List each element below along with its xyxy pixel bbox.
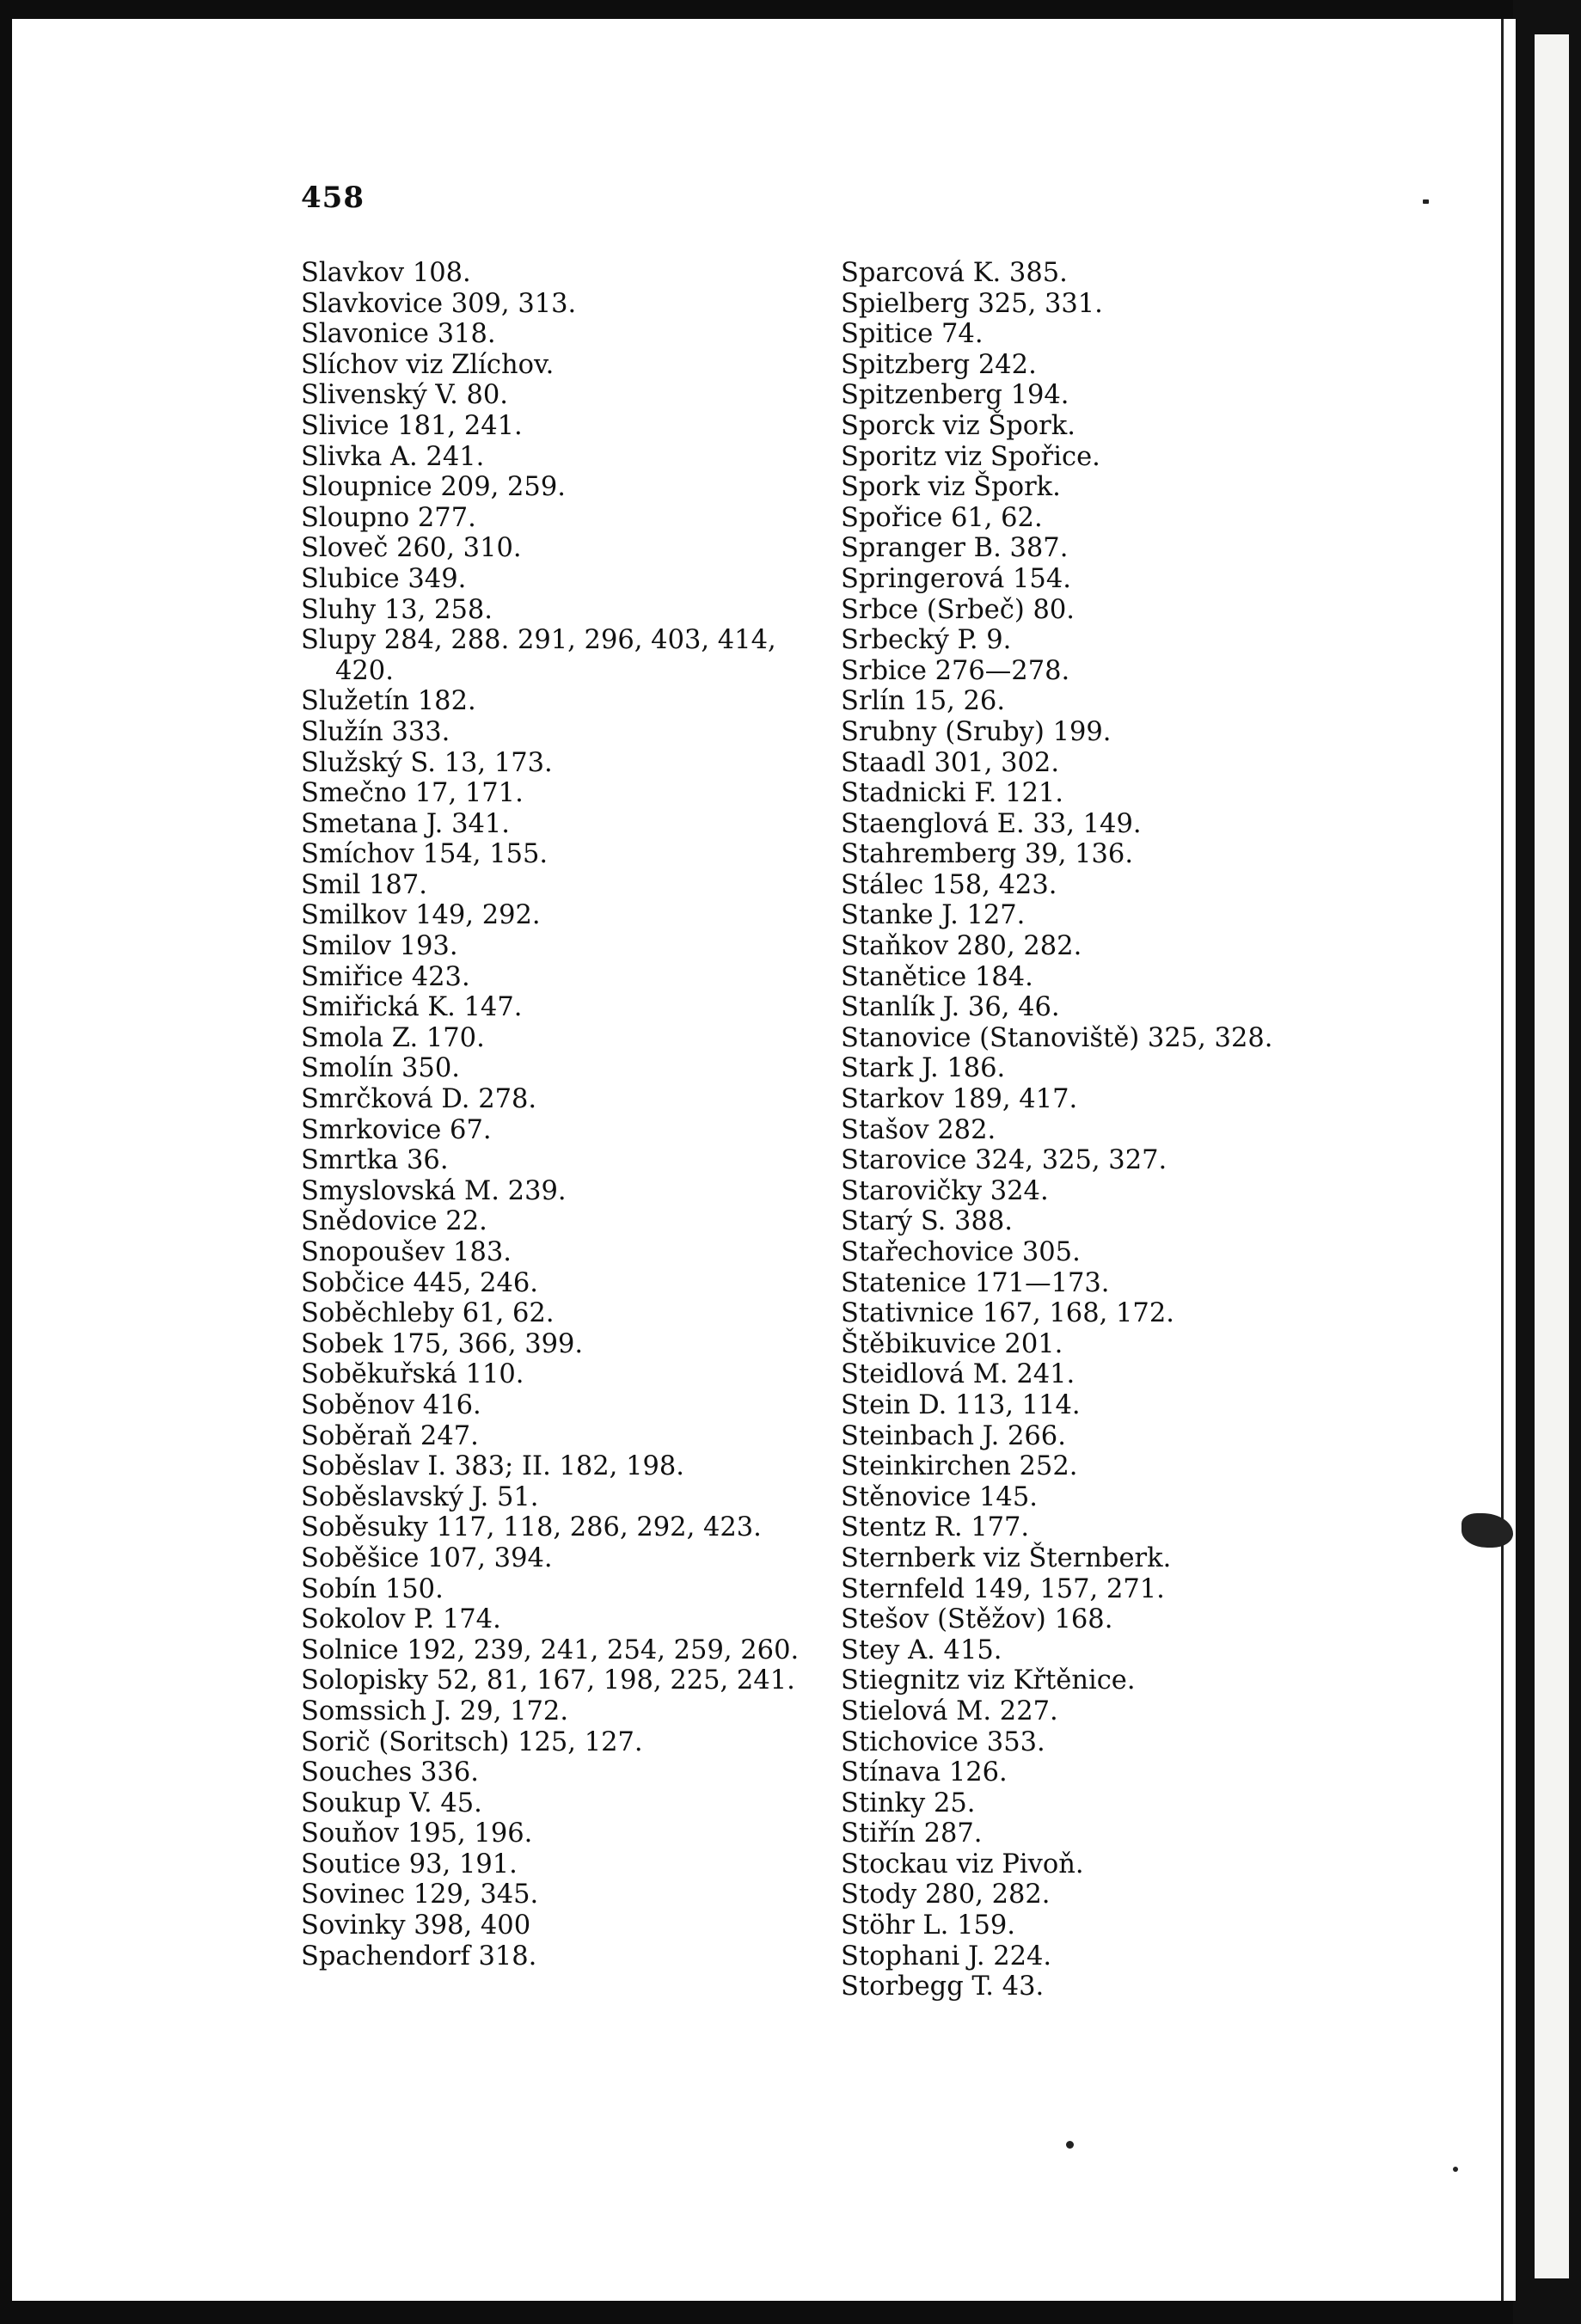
index-entry: Stěnovice 145. [841,1481,1038,1512]
scan-border-left [0,0,12,2324]
index-entry: Sobín 150. [301,1573,444,1604]
scan-border-bottom [0,2301,1581,2324]
index-entry: Spielberg 325, 331. [841,288,1103,319]
index-entry: Stein D. 113, 114. [841,1389,1081,1420]
index-entry: Sporck viz Špork. [841,410,1075,441]
ink-speck [1453,2167,1458,2172]
ink-speck [1423,199,1429,204]
index-entry: Storbegg T. 43. [841,1971,1045,2002]
index-entry: Slivice 181, 241. [301,410,523,441]
index-entry: Stanovice (Stanoviště) 325, 328. [841,1022,1273,1053]
index-entry: Služetín 182. [301,686,476,717]
adjacent-page-edge [1535,34,1569,2278]
page-number: 458 [301,181,365,215]
index-entry: Sovinky 398, 400 [301,1910,531,1941]
index-entry: Soutice 93, 191. [301,1849,518,1879]
index-entry: Smečno 17, 171. [301,778,524,809]
index-entry: Souches 336. [301,1757,479,1788]
index-entry: Solopisky 52, 81, 167, 198, 225, 241. [301,1665,795,1696]
index-entry: Stophani J. 224. [841,1941,1052,1971]
index-entry: Souňov 195, 196. [301,1818,533,1849]
index-column-left [301,258,817,1971]
index-entry: Smilkov 149, 292. [301,900,541,931]
index-entry: Sobĕkuřská 110. [301,1359,524,1390]
index-entry: Smola Z. 170. [301,1022,485,1053]
index-entry: Srbice 276—278. [841,655,1070,686]
index-entry: Soběnov 416. [301,1389,481,1420]
index-entry: Smiřice 423. [301,961,470,992]
index-entry: Sporitz viz Spořice. [841,441,1100,472]
index-entry: Smrkovice 67. [301,1114,492,1145]
index-entry: Smrčková D. 278. [301,1084,537,1115]
index-entry: Spitice 74. [841,319,984,350]
index-entry: Slivka A. 241. [301,441,485,472]
index-entry: Spork viz Špork. [841,472,1061,503]
index-entry: Soukup V. 45. [301,1787,482,1818]
index-entry: Spořice 61, 62. [841,502,1043,533]
index-entry: Smrtka 36. [301,1145,449,1176]
index-entry: Steinbach J. 266. [841,1420,1066,1451]
index-entry: Stiřín 287. [841,1818,983,1849]
index-entry: Sparcová K. 385. [841,258,1068,288]
index-entry: Soběraň 247. [301,1420,479,1451]
index-entry: Slivenský V. 80. [301,380,508,411]
index-entry: Statenice 171—173. [841,1267,1110,1298]
index-entry: Soběsuky 117, 118, 286, 292, 423. [301,1512,762,1543]
index-entry: Stínava 126. [841,1757,1008,1788]
index-entry: Sloveč 260, 310. [301,533,522,564]
index-entry: Stanlík J. 36, 46. [841,992,1060,1023]
index-entry: Srubny (Sruby) 199. [841,716,1112,747]
index-entry: Smetana J. 341. [301,808,510,839]
index-entry: Sobek 175, 366, 399. [301,1328,584,1359]
index-entry: Slavkov 108. [301,258,471,288]
index-entry: Služský S. 13, 173. [301,747,553,778]
index-entry: Stašov 282. [841,1114,996,1145]
index-entry: Soběslavský J. 51. [301,1481,539,1512]
index-entry: Stálec 158, 423. [841,869,1057,900]
index-entry: Snopoušev 183. [301,1237,512,1267]
index-entry: Spranger B. 387. [841,533,1069,564]
index-entry: Sluhy 13, 258. [301,594,493,625]
index-entry: Spachendorf 318. [301,1941,537,1971]
index-entry: Srbecký P. 9. [841,625,1012,656]
index-entry: Sloupnice 209, 259. [301,472,566,503]
index-entry: Stařechovice 305. [841,1237,1081,1267]
index-entry: Služín 333. [301,716,450,747]
index-entry: Slupy 284, 288. 291, 296, 403, 414, 420. [301,625,776,686]
index-entry: Srlín 15, 26. [841,686,1006,717]
index-entry: Spitzenberg 194. [841,380,1069,411]
index-entry: Stentz R. 177. [841,1512,1030,1543]
index-entry: Starovičky 324. [841,1175,1049,1206]
index-entry: Štěbikuvice 201. [841,1328,1063,1359]
index-entry: Stielová M. 227. [841,1695,1058,1726]
page-gutter [1501,19,1516,2301]
index-entry: Sorič (Soritsch) 125, 127. [301,1726,643,1757]
index-entry: Slavkovice 309, 313. [301,288,577,319]
index-entry: Soběšice 107, 394. [301,1542,553,1573]
index-entry: Slavonice 318. [301,319,496,350]
index-entry: Soběslav I. 383; II. 182, 198. [301,1451,684,1482]
index-entry: Smilov 193. [301,931,458,962]
index-entry: Sobčice 445, 246. [301,1267,538,1298]
index-entry: Starovice 324, 325, 327. [841,1145,1167,1176]
index-entry: Solnice 192, 239, 241, 254, 259, 260. [301,1634,800,1665]
index-entry: Spitzberg 242. [841,349,1037,380]
index-entry: Stanke J. 127. [841,900,1026,931]
index-entry: Snědovice 22. [301,1206,487,1237]
index-entry: Steinkirchen 252. [841,1451,1078,1482]
index-entry: Srbce (Srbeč) 80. [841,594,1075,625]
ink-speck [1066,2141,1074,2149]
index-entry: Stinky 25. [841,1787,976,1818]
index-entry: Stanětice 184. [841,961,1033,992]
index-entry: Smolín 350. [301,1053,460,1084]
index-entry: Sokolov P. 174. [301,1604,501,1635]
index-entry: Smil 187. [301,869,427,900]
index-column-right [841,258,1357,2002]
index-entry: Springerová 154. [841,563,1071,594]
index-entry: Stahremberg 39, 136. [841,839,1134,870]
index-entry: Stichovice 353. [841,1726,1045,1757]
index-entry: Somssich J. 29, 172. [301,1695,569,1726]
index-entry: Smyslovská M. 239. [301,1175,567,1206]
index-entry: Slubice 349. [301,563,467,594]
index-entry: Stadnicki F. 121. [841,778,1063,809]
index-entry: Staadl 301, 302. [841,747,1060,778]
index-entry: Smíchov 154, 155. [301,839,548,870]
index-entry: Sloupno 277. [301,502,476,533]
index-entry: Stody 280, 282. [841,1879,1051,1910]
index-entry: Smiřická K. 147. [301,992,523,1023]
index-entry: Soběchleby 61, 62. [301,1298,555,1329]
index-entry: Staňkov 280, 282. [841,931,1082,962]
index-entry: Stešov (Stěžov) 168. [841,1604,1113,1635]
index-entry: Stockau viz Pivoň. [841,1849,1084,1879]
index-entry: Slíchov viz Zlíchov. [301,349,555,380]
index-entry: Sovinec 129, 345. [301,1879,539,1910]
index-entry: Stöhr L. 159. [841,1910,1015,1941]
index-entry: Sternberk viz Šternberk. [841,1542,1172,1573]
index-entry: Starý S. 388. [841,1206,1013,1237]
index-entry: Stativnice 167, 168, 172. [841,1298,1174,1329]
index-entry: Steidlová M. 241. [841,1359,1075,1390]
index-entry: Sternfeld 149, 157, 271. [841,1573,1165,1604]
index-entry: Starkov 189, 417. [841,1084,1078,1115]
index-entry: Stiegnitz viz Křtěnice. [841,1665,1136,1696]
index-entry: Stey A. 415. [841,1634,1002,1665]
index-entry: Stark J. 186. [841,1053,1006,1084]
scan-border-top [0,0,1581,19]
index-entry: Staenglová E. 33, 149. [841,808,1142,839]
